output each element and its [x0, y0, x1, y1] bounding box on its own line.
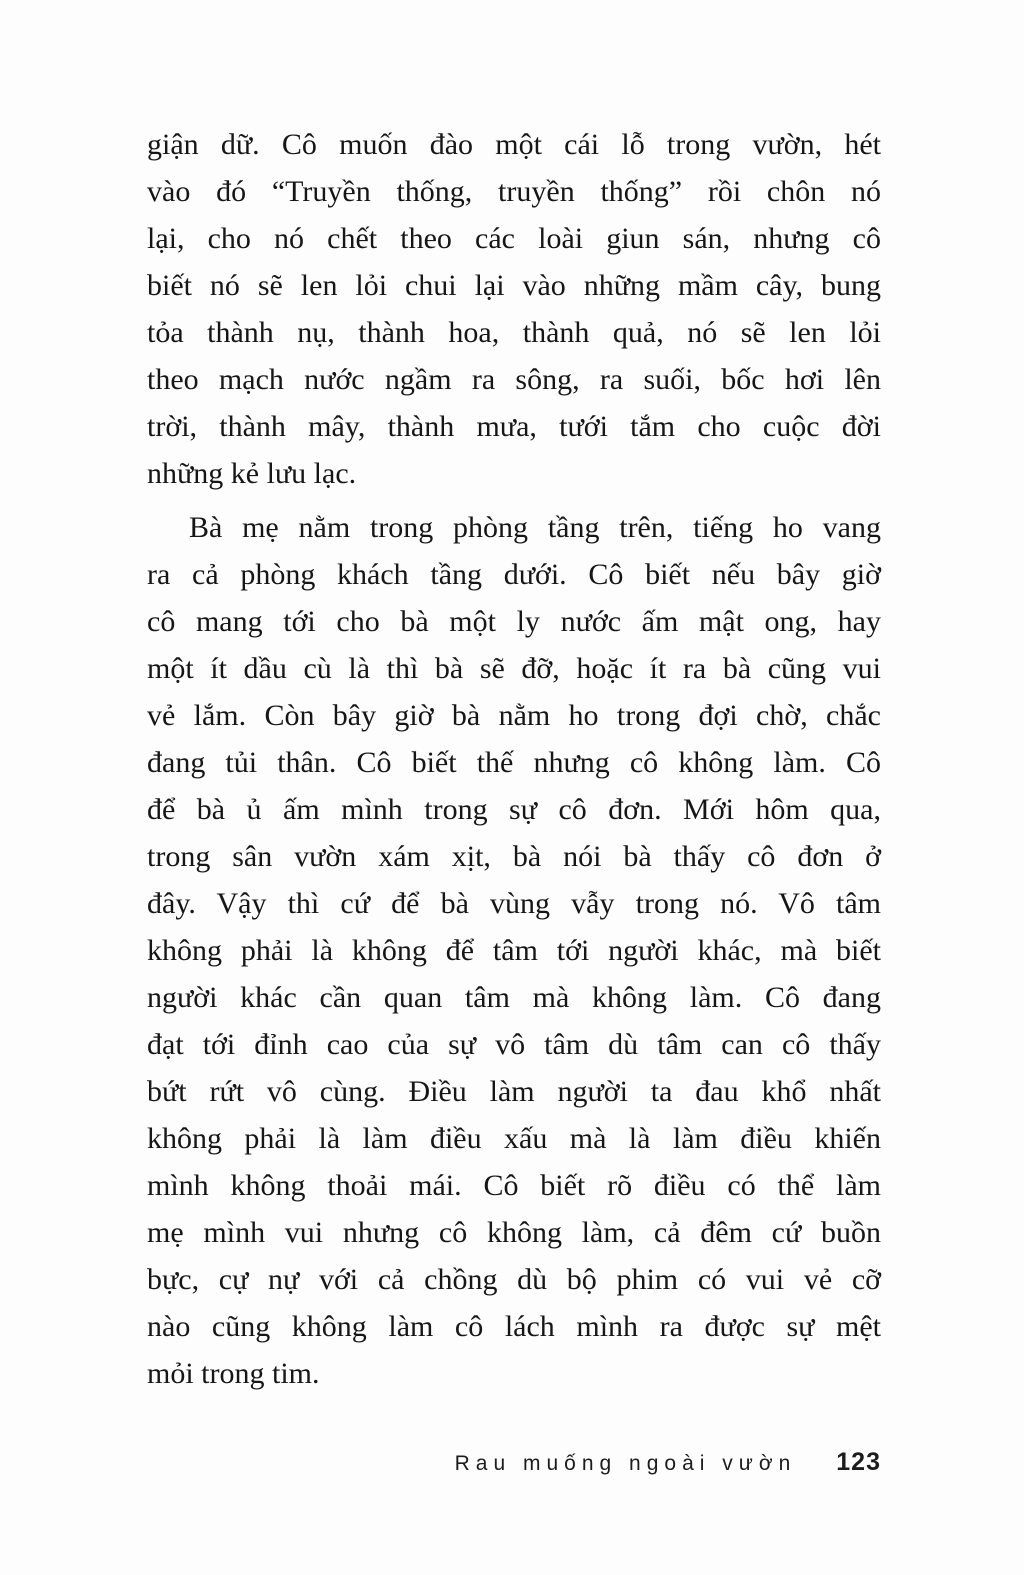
text-line: đang tủi thân. Cô biết thế nhưng cô không làm. Cô — [147, 746, 881, 779]
text-line: vào đó “Truyền thống, truyền thống” rồi chôn nó — [147, 175, 881, 208]
text-line: biết nó sẽ len lỏi chui lại vào những mầm cây, bung — [147, 269, 881, 302]
text-line: Bà mẹ nằm trong phòng tầng trên, tiếng ho vang — [189, 511, 881, 544]
text-line: không phải là làm điều xấu mà là làm điều khiến — [147, 1122, 881, 1155]
text-line: mình không thoải mái. Cô biết rõ điều có thể làm — [147, 1169, 881, 1202]
text-line: ra cả phòng khách tầng dưới. Cô biết nếu bây giờ — [147, 558, 881, 591]
text-line: một ít dầu cù là thì bà sẽ đỡ, hoặc ít ra bà cũng vui — [147, 652, 881, 685]
text-line: trong sân vườn xám xịt, bà nói bà thấy cô đơn ở — [147, 840, 881, 873]
text-line: cô mang tới cho bà một ly nước ấm mật ong, hay — [147, 605, 881, 638]
text-line: đây. Vậy thì cứ để bà vùng vẫy trong nó. Vô tâm — [147, 887, 881, 920]
text-line: những kẻ lưu lạc. — [147, 457, 357, 490]
text-line: không phải là không để tâm tới người khác, mà biết — [147, 934, 881, 967]
text-line: bực, cự nự với cả chồng dù bộ phim có vui vẻ cỡ — [147, 1263, 881, 1296]
text-line: để bà ủ ấm mình trong sự cô đơn. Mới hôm qua, — [147, 793, 881, 826]
page-footer — [147, 1448, 881, 1477]
text-line: theo mạch nước ngầm ra sông, ra suối, bốc hơi lên — [147, 363, 881, 396]
text-line: trời, thành mây, thành mưa, tưới tắm cho cuộc đời — [147, 410, 881, 443]
text-line: bứt rứt vô cùng. Điều làm người ta đau khổ nhất — [147, 1075, 881, 1108]
text-line: người khác cần quan tâm mà không làm. Cô đang — [147, 981, 881, 1014]
page-number: 123 — [836, 1448, 881, 1476]
text-line: vẻ lắm. Còn bây giờ bà nằm ho trong đợi chờ, chắc — [147, 699, 881, 732]
paragraph — [147, 504, 881, 1397]
text-line: mỏi trong tim. — [147, 1357, 320, 1390]
text-line: tỏa thành nụ, thành hoa, thành quả, nó sẽ len lỏi — [147, 316, 881, 349]
body-text — [147, 121, 881, 1397]
text-line: đạt tới đỉnh cao của sự vô tâm dù tâm can cô thấy — [147, 1028, 881, 1061]
running-title: Rau muống ngoài vườn — [454, 1452, 797, 1475]
text-line: nào cũng không làm cô lách mình ra được sự mệt — [147, 1310, 881, 1343]
text-line: lại, cho nó chết theo các loài giun sán, nhưng cô — [147, 222, 881, 255]
paragraph — [147, 121, 881, 497]
text-line: mẹ mình vui nhưng cô không làm, cả đêm cứ buồn — [147, 1216, 881, 1249]
text-line: giận dữ. Cô muốn đào một cái lỗ trong vườn, hét — [147, 128, 881, 161]
